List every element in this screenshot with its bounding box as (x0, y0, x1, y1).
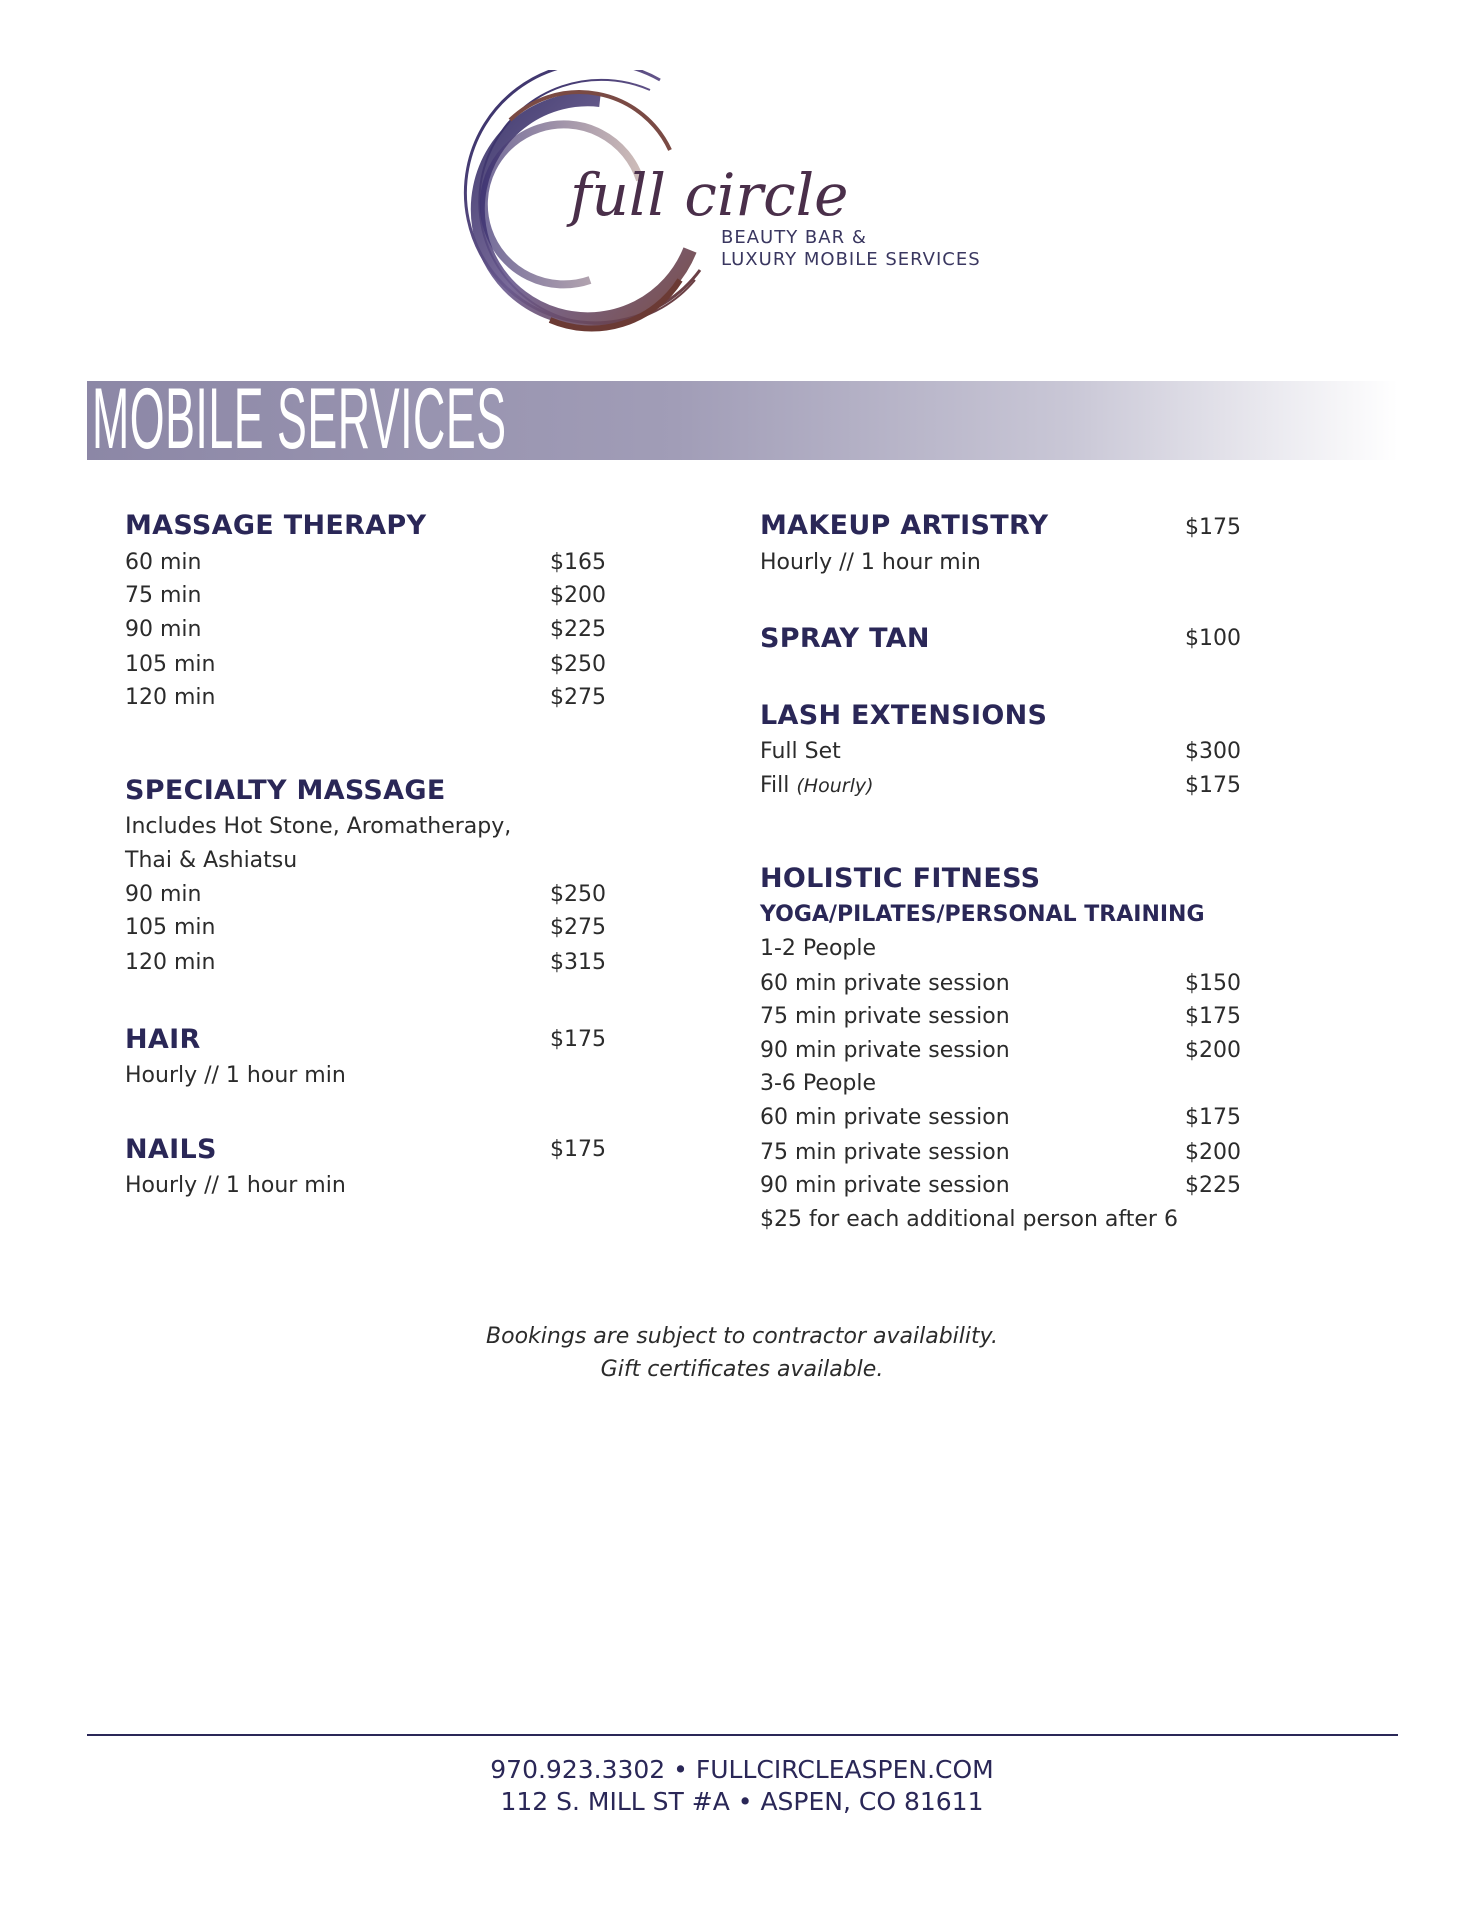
section-heading: SPRAY TAN (760, 623, 930, 654)
item-price: $300 (1185, 739, 1241, 764)
item-label: 105 min (125, 652, 216, 677)
item-label: 120 min (125, 685, 216, 710)
item-label: 105 min (125, 915, 216, 940)
extra-person-note: $25 for each additional person after 6 (760, 1207, 1178, 1232)
item-label-text: Fill (760, 773, 790, 798)
item-label: 75 min (125, 583, 202, 608)
item-label: 60 min private session (760, 971, 1010, 996)
section-heading: SPECIALTY MASSAGE (125, 775, 446, 806)
item-price: $225 (1185, 1173, 1241, 1198)
item-label-note: (Hourly) (796, 775, 874, 797)
item-price: $175 (1185, 1105, 1241, 1130)
gift-certificate-note: Gift certificates available. (600, 1357, 884, 1382)
section-title: MOBILE SERVICES (92, 371, 507, 467)
item-price: $225 (550, 617, 606, 642)
section-heading: MASSAGE THERAPY (125, 510, 427, 541)
item-price: $175 (550, 1027, 606, 1052)
item-price: $200 (550, 583, 606, 608)
footer-divider (87, 1734, 1398, 1736)
item-label (760, 769, 874, 803)
section-note: Hourly // 1 hour min (125, 1173, 346, 1198)
section-note: Hourly // 1 hour min (125, 1063, 346, 1088)
item-label: 60 min (125, 550, 202, 575)
item-price: $150 (1185, 971, 1241, 996)
item-label: 90 min (125, 617, 202, 642)
section-heading: LASH EXTENSIONS (760, 700, 1048, 731)
item-label: 90 min private session (760, 1038, 1010, 1063)
item-price: $175 (1185, 1004, 1241, 1029)
item-price: $250 (550, 882, 606, 907)
item-price: $165 (550, 550, 606, 575)
item-price: $250 (550, 652, 606, 677)
section-heading: NAILS (125, 1134, 217, 1165)
booking-note: Bookings are subject to contractor availability. (486, 1324, 998, 1349)
item-label: 90 min private session (760, 1173, 1010, 1198)
footer-address: 112 S. MILL ST #A • ASPEN, CO 81611 (500, 1787, 984, 1816)
logo-tagline-2: LUXURY MOBILE SERVICES (721, 249, 981, 270)
logo-tagline-1: BEAUTY BAR & (721, 227, 867, 248)
section-description: Thai & Ashiatsu (125, 848, 298, 873)
section-description: Includes Hot Stone, Aromatherapy, (125, 814, 512, 839)
section-heading: HOLISTIC FITNESS (760, 863, 1041, 894)
footer-contact: 970.923.3302 • FULLCIRCLEASPEN.COM (490, 1755, 994, 1784)
item-label: 90 min (125, 882, 202, 907)
section-note: Hourly // 1 hour min (760, 550, 981, 575)
logo-script-text: full circle (570, 161, 849, 229)
item-price: $275 (550, 685, 606, 710)
section-heading: HAIR (125, 1024, 201, 1055)
item-price: $175 (1185, 773, 1241, 798)
item-price: $315 (550, 950, 606, 975)
item-price: $200 (1185, 1038, 1241, 1063)
item-price: $200 (1185, 1140, 1241, 1165)
group-label: 1-2 People (760, 936, 877, 961)
section-subheading: YOGA/PILATES/PERSONAL TRAINING (760, 902, 1205, 927)
item-label: Full Set (760, 739, 841, 764)
item-label: 75 min private session (760, 1004, 1010, 1029)
item-price: $175 (550, 1137, 606, 1162)
item-price: $175 (1185, 515, 1241, 540)
item-price: $100 (1185, 626, 1241, 651)
item-label: 75 min private session (760, 1140, 1010, 1165)
item-price: $275 (550, 915, 606, 940)
item-label: 120 min (125, 950, 216, 975)
item-label: 60 min private session (760, 1105, 1010, 1130)
section-heading: MAKEUP ARTISTRY (760, 510, 1049, 541)
group-label: 3-6 People (760, 1071, 877, 1096)
